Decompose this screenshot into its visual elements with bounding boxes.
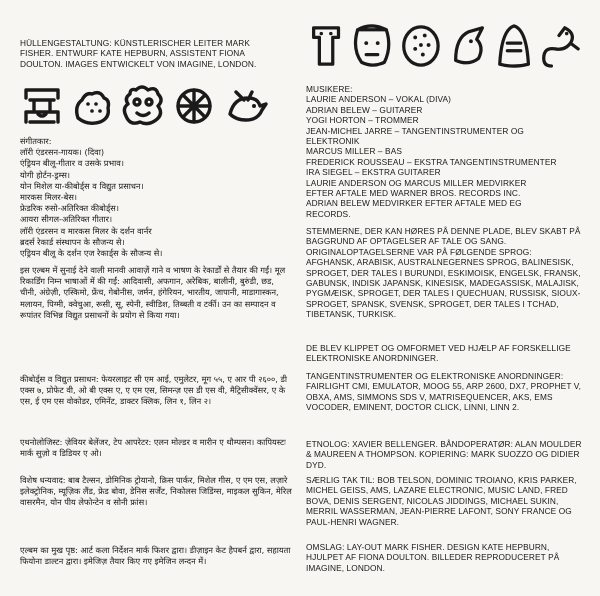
danish-ethnologist-paragraph: ETNOLOG: XAVIER BELLENGER. BÅNDOPERATØR: ALAN MOULDER & MAUREEN A THOMPSON. KOPIERING: MARK SUOZZO OG DIDIER DYD.	[306, 439, 582, 470]
hand-glyph	[70, 84, 114, 128]
danish-line: YOGI HORTON – TROMMER	[306, 115, 419, 126]
danish-musicians-list	[306, 84, 586, 219]
danish-line: RECORDS.	[306, 208, 351, 219]
hindi-line: योगी होर्टन-ड्रम्स।	[20, 169, 70, 180]
hindi-line: संगीतकार:	[20, 136, 52, 146]
hindi-line: लॉरी एंडरसन व मारकस मिलर के दर्शन वार्नर	[20, 225, 152, 236]
right-glyph-row	[306, 18, 582, 74]
danish-line: MUSIKERE:	[306, 84, 353, 94]
danish-line: JEAN-MICHEL JARRE – TANGENTINSTRUMENTER OG	[306, 125, 524, 136]
twin-figures-glyph	[20, 84, 64, 128]
danish-line: EFTER AFTALE MED WARNER BROS. RECORDS INC.	[306, 188, 521, 199]
left-glyph-row	[20, 83, 290, 129]
head-face-glyph	[350, 19, 394, 73]
hindi-line: मारकस मिलर-बेस।	[20, 192, 77, 203]
hindi-musicians-list	[20, 136, 292, 259]
hindi-line: ब्रदर्स रेकार्ड संस्थापन के सौजन्य से।	[20, 236, 125, 247]
bird-head-glyph	[448, 19, 490, 73]
dotted-disc-glyph	[398, 19, 444, 73]
danish-line: LAURIE ANDERSON OG MARCUS MILLER MEDVIRKER	[306, 177, 527, 188]
ghost-glyph	[494, 19, 534, 73]
danish-instruments-paragraph: TANGENTINSTRUMENTER OG ELEKTRONISKE ANORDNINGER: FAIRLIGHT CMI, EMULATOR, MOOG 55, ARP 2600, DX7, PROPHET V, OBXA, AMS, SIMMONS SDS V, MATRISEQUENCER, AKS, EMS VOCODER, EMINENT, DOCTOR CLICK, LINNI, LINN 2.	[306, 371, 582, 413]
german-credits	[20, 38, 292, 69]
hindi-line: फ्रेडरिक रुसो-अतिरिक्त कीबोर्ड्स।	[20, 203, 119, 214]
hindi-thanks-paragraph: विशेष धन्यवाद: बाब टैल्सन, डोमिनिक ट्रोयानो, क्रिस पार्कर, मिशेल गीस, ए एम एस, लज़ारे इलेक्ट्रोनिक, म्यूज़िक लैंड, फ्रेड बोवा, डेनिस सर्जेंट, निकोलस जिडिंग्स, माइकल सुकिन, मेरिल वासरमैन, योन पीय लेफोन्टेन व सोनी फ्रांस।	[20, 475, 292, 508]
hindi-languages-paragraph: इस एल्बम में सुनाई देने वाली मानवी आवाज़ें गाने व भाषण के रेकार्डों से तैयार की गईं। मूल रिकार्डिंग निम्न भाषाओं में की गईं: आदिवासी, अफगान, अरेबिक, बालीनी, बुरुंडी, छड, चीनी, अंग्रेज़ी, एस्किमो, फ्रेंच, गेबोनीस, जर्मन, हंगेरियन, भारतीय, जापानी, माडागास्कन, मलायन, पिग्मी, क्वेचुआ, रूसी, सू, स्पेनी, स्वीडिश, तिब्बती व टर्की। उन का सम्पादन व रूपांतर विभिन्न विद्युत प्रसाधनों के प्रयोग से किया गया।	[20, 265, 286, 320]
danish-thanks-paragraph: SÆRLIG TAK TIL: BOB TELSON, DOMINIC TROIANO, KRIS PARKER, MICHEL GEISS, AMS, LAZARE ELECTRONIC, MUSIC LAND, FRED BOVA, DENIS SERGENT, NICOLAS JIDDINGS, MICHAEL SUKIN, MERRIL WASSERMAN, JEAN-PIERRE LAFONT, SONY FRANCE OG PAUL-HENRI WAGNER.	[306, 475, 577, 527]
lizard-glyph	[538, 19, 582, 73]
danish-line: ELEKTRONIK	[306, 136, 360, 147]
german-line: FISHER. ENTWURF KATE HEPBURN, ASSISTENT FIONA	[20, 48, 246, 59]
danish-line: IRA SIEGEL – EKSTRA GUITARER	[306, 167, 441, 178]
face-blob-glyph	[120, 84, 166, 128]
danish-line: ADRIAN BELEW MEDVIRKER EFTER AFTALE MED EG	[306, 198, 522, 209]
german-line: HÜLLENGESTALTUNG: KÜNSTLERISCHER LEITER MARK	[20, 38, 250, 48]
danish-cover-paragraph: OMSLAG: LAY-OUT MARK FISHER. DESIGN KATE HEPBURN, HJULPET AF FIONA DOULTON. BILLEDER REPRODUCERET PÅ IMAGINE, LONDON.	[306, 542, 560, 573]
danish-editing-paragraph: DE BLEV KLIPPET OG OMFORMET VED HJÆLP AF FORSKELLIGE ELEKTRONISKE ANORDNINGER.	[306, 343, 571, 364]
hindi-line: एड्रियन बीलू के दर्शन एज रेकार्ड्स के सौजन्य से।	[20, 248, 163, 259]
hindi-line: एंड्रियन बीलू-गीतार व उसके प्रभाव।	[20, 158, 124, 169]
bird-glyph	[222, 84, 268, 128]
hindi-cover-paragraph: एल्बम का मुख पृष्ठ: आर्ट कला निर्देशन मार्क फिशर द्वारा। डीज़ाइन केट हैपबर्न द्वारा, सहायता फियोना डाल्टन द्वारा। इमेजिज़ तैयार किए गए इमेजिन लन्दन में।	[20, 545, 291, 567]
hindi-instruments-paragraph: कीबोर्ड्स व विद्युत प्रसाधन: फेयरलाइट सी एम आई, एमुलेटर, मूग ५५, ए आर पी २६००, डी एक्स ७, प्रोफेट वी, ओ बी एक्स ए, ए एम एस, सिमन्ज़ एस डी एस वी, मैट्रिसीक्वेंसर, ए के एस, ई एम एस वोकोडर, एमिनेंट, डाक्टर क्लिक, लिन १, लिन २।	[20, 374, 287, 407]
danish-line: MARCUS MILLER – BAS	[306, 146, 402, 157]
hindi-ethnologist-paragraph: एथनोलोजिस्ट: ज़ेवियर बेलेंजर, टेप आपरेटर: एलन मोल्डर व मारीन ए थौम्पसन। कापियस्टः मार्क सुज़ो व डिडियर ए ओ।	[20, 437, 286, 459]
danish-line: ADRIAN BELEW – GUITARER	[306, 104, 423, 115]
danish-line: LAURIE ANDERSON – VOKAL (DIVA)	[306, 94, 452, 105]
danish-languages-paragraph: STEMMERNE, DER KAN HØRES PÅ DENNE PLADE, BLEV SKABT PÅ BAGGRUND AF OPTAGELSER AF TALE OG SANG. ORIGINALOPTAGELSERNE VAR PÅ FØLGENDE SPROG: AFGHANSK, ARABISK, AUSTRALNEGERNES SPROG, BALINESISK, SPROGET, DER TALES I BURUNDI, ESKIMOISK, ENGELSK, FRANSK, GABUNSK, INDISK JAPANSK, KINESISK, MADEGASSISK, MALAJISK, PYGMÆISK, SPROGET, DER TALES I QUECHUAN, RUSSISK, SIOUX-SPROGET, SPANSK, SVENSK, SPROGET, DER TALES I TCHAD, TIBETANSK, TURKISK.	[306, 226, 581, 320]
danish-line: FREDERICK ROUSSEAU – EKSTRA TANGENTINSTRUMENTER	[306, 156, 557, 167]
compass-wheel-glyph	[172, 84, 216, 128]
german-line: DOULTON. IMAGES ENTWICKELT VON IMAGINE, LONDON.	[20, 58, 257, 69]
hindi-line: लॉरी एंडरसन-गायक। (दिवा)	[20, 147, 105, 158]
small-figure-glyph	[306, 19, 346, 73]
hindi-line: योन मिशेल या-कीबोर्ड्स व विद्युत प्रसाधन।	[20, 180, 144, 191]
hindi-line: आयरा सीगल-अतिरिक्त गीतार।	[20, 214, 113, 225]
